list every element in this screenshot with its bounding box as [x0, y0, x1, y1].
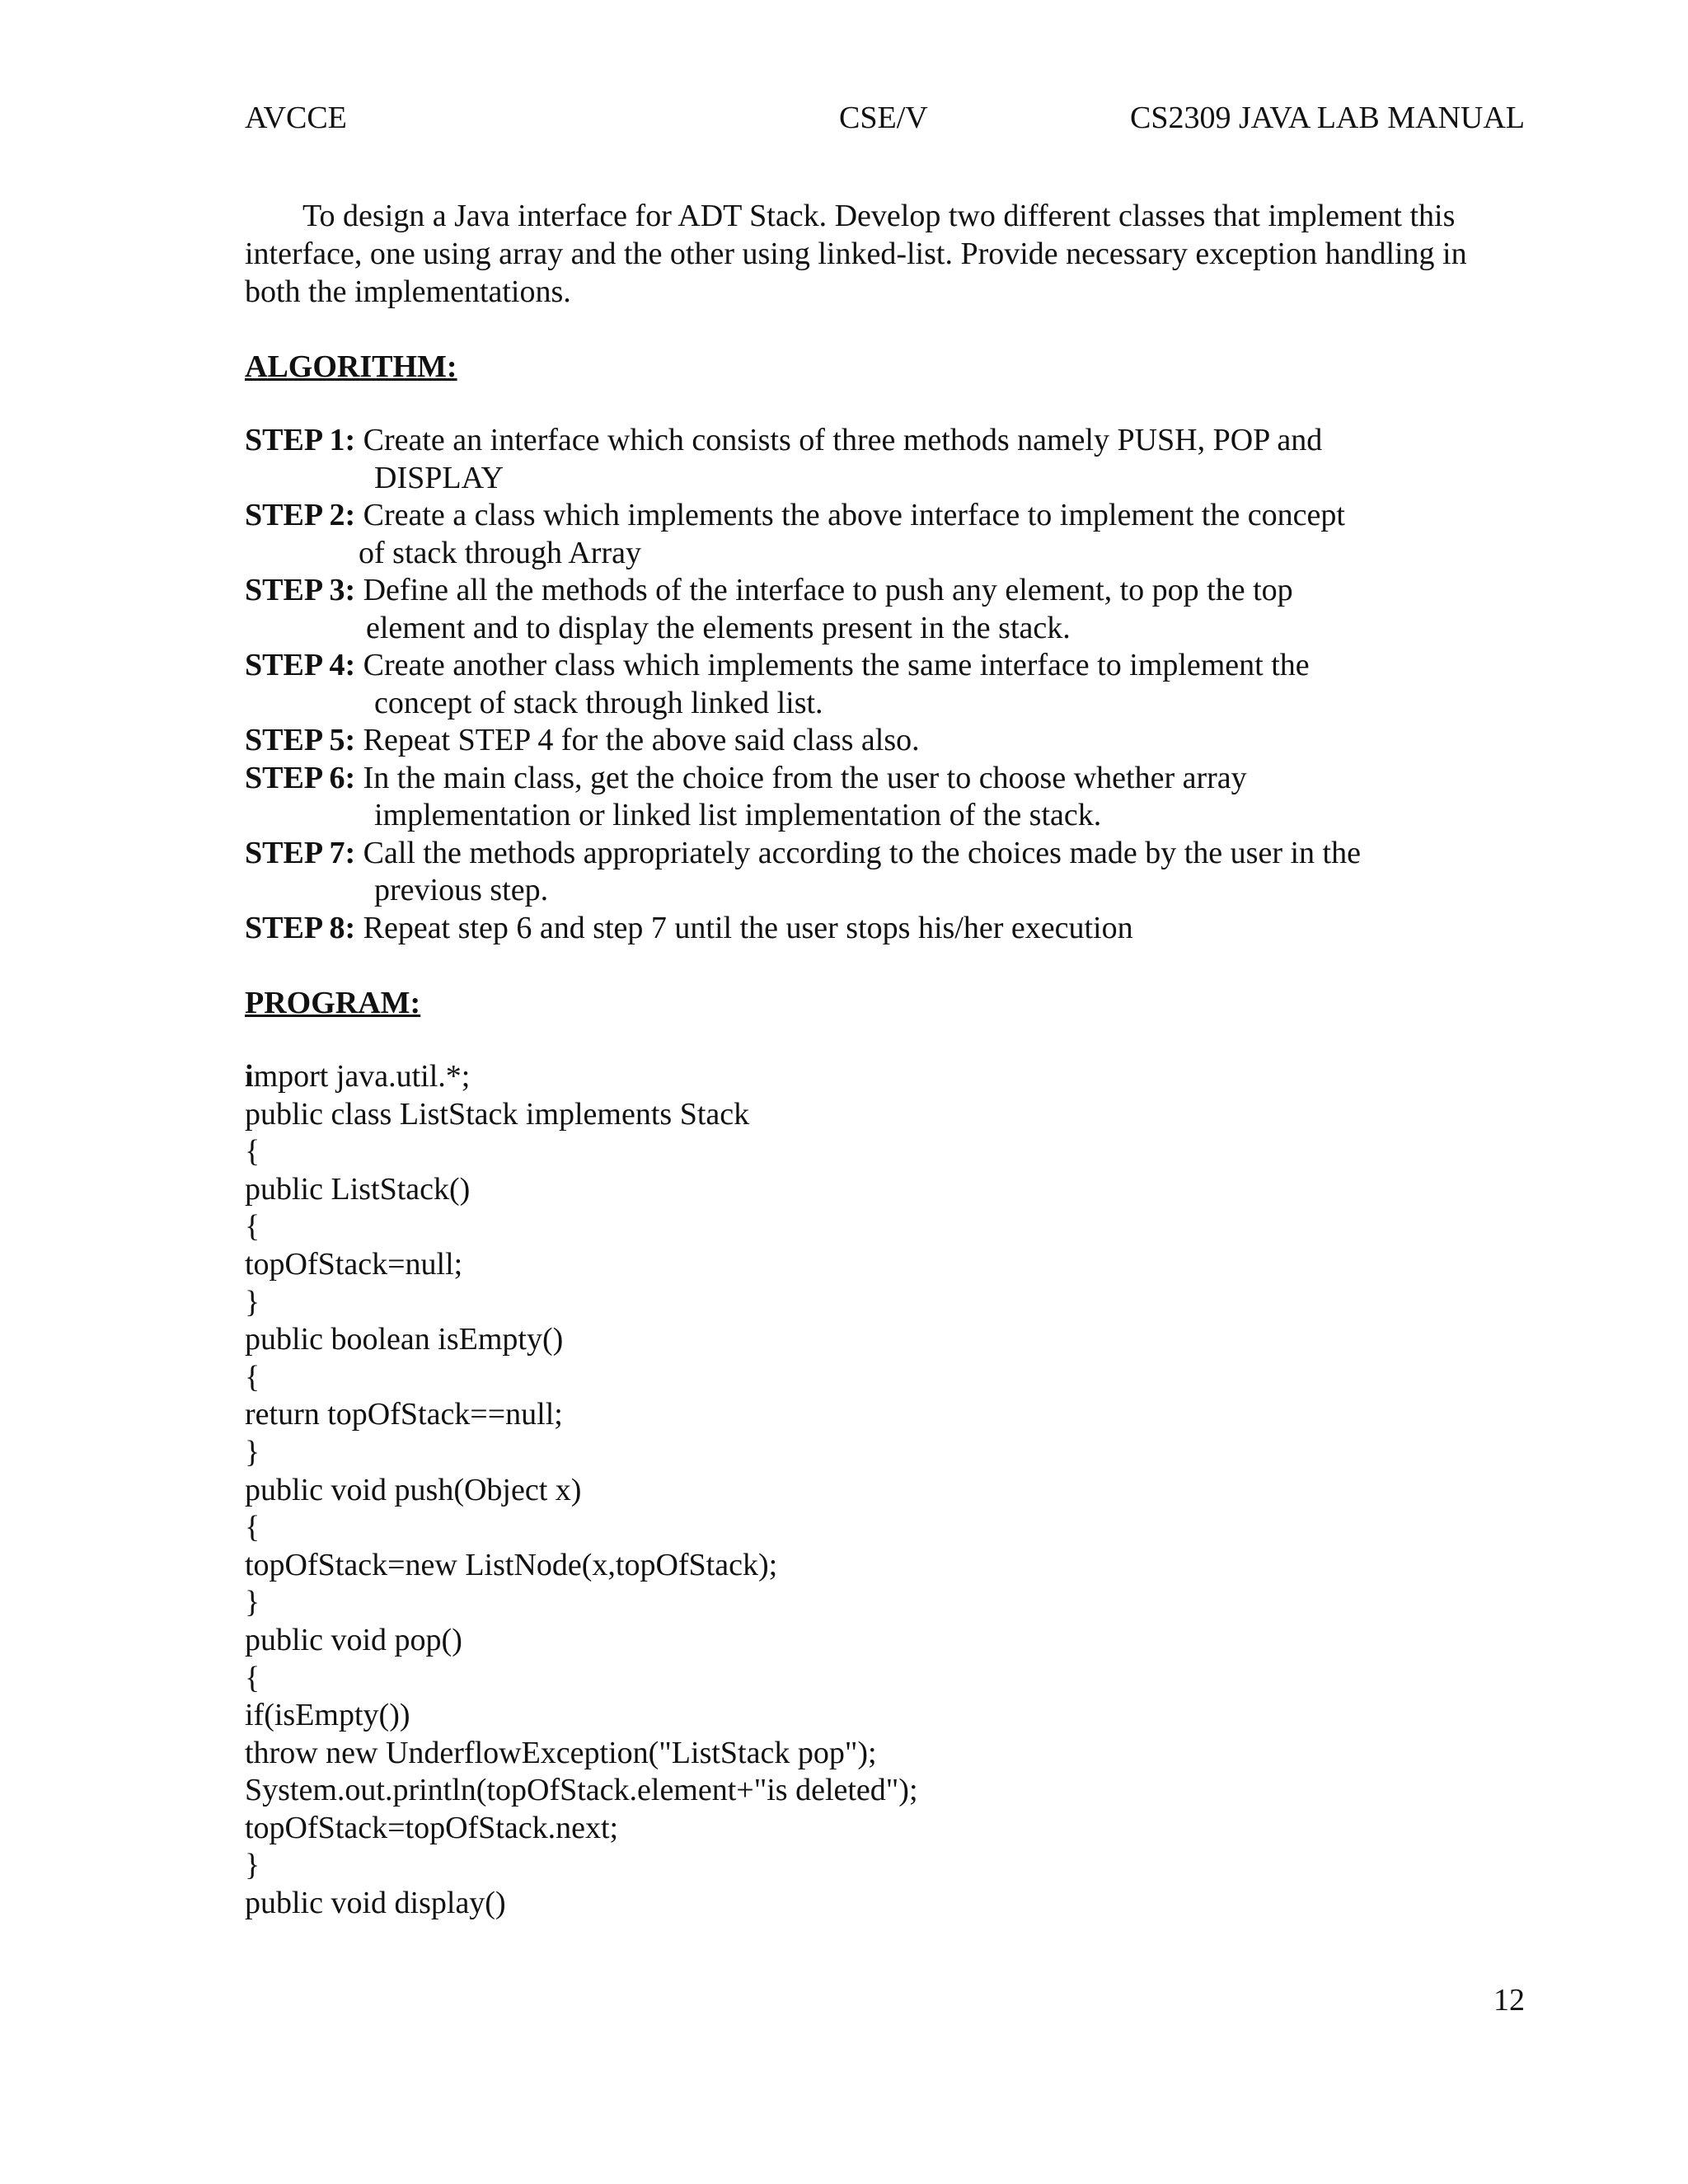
algorithm-steps — [245, 422, 1361, 947]
step-text: Create an interface which consists of three methods namely PUSH, POP and — [363, 423, 1323, 457]
step-8 — [245, 910, 1361, 948]
step-6-continued: implementation or linked list implementation of the stack. — [374, 798, 1102, 832]
step-7-continued: previous step. — [374, 873, 549, 907]
step-label: STEP 8: — [245, 910, 356, 945]
code-line: } — [245, 1585, 260, 1620]
code-line: topOfStack=topOfStack.next; — [245, 1810, 619, 1845]
step-text: Call the methods appropriately according to the choices made by the user in the — [363, 835, 1361, 870]
code-line: public class ListStack implements Stack — [245, 1096, 750, 1132]
step-text: In the main class, get the choice from the user to choose whether array — [363, 760, 1247, 795]
code-line: public void push(Object x) — [245, 1472, 582, 1507]
code-line: } — [245, 1434, 260, 1469]
step-text: Repeat step 6 and step 7 until the user stops his/her execution — [363, 910, 1133, 945]
step-1 — [245, 422, 1361, 460]
step-4-continued: concept of stack through linked list. — [374, 685, 823, 720]
step-7 — [245, 835, 1361, 873]
step-label: STEP 7: — [245, 835, 356, 870]
code-line: throw new UnderflowException("ListStack pop"); — [245, 1735, 877, 1770]
step-label: STEP 2: — [245, 498, 356, 532]
header-course-title: CS2309 JAVA LAB MANUAL — [1130, 101, 1525, 135]
code-line — [245, 1058, 918, 1096]
step-text: Repeat STEP 4 for the above said class also. — [363, 723, 920, 757]
code-line: topOfStack=new ListNode(x,topOfStack); — [245, 1547, 778, 1582]
intro-line: interface, one using array and the other using linked-list. Provide necessary exception handling in — [245, 237, 1467, 271]
step-6 — [245, 760, 1361, 798]
code-first-char: i — [245, 1059, 254, 1094]
step-1-continued: DISPLAY — [374, 460, 504, 495]
code-line: public void display() — [245, 1886, 506, 1921]
code-line: public ListStack() — [245, 1171, 471, 1207]
code-line: topOfStack=null; — [245, 1246, 463, 1282]
code-line: } — [245, 1848, 260, 1883]
step-text: Create another class which implements the same interface to implement the — [363, 648, 1310, 682]
step-5 — [245, 722, 1361, 760]
code-line: } — [245, 1284, 260, 1319]
code-line: { — [245, 1660, 260, 1695]
code-line: { — [245, 1510, 260, 1545]
code-line: System.out.println(topOfStack.element+"is deleted"); — [245, 1773, 918, 1808]
step-text: Define all the methods of the interface to push any element, to pop the top — [363, 573, 1293, 607]
intro-line: both the implementations. — [245, 274, 571, 309]
intro-paragraph — [245, 197, 1525, 311]
code-line: { — [245, 1134, 260, 1169]
step-label: STEP 5: — [245, 723, 356, 757]
step-2-continued: of stack through Array — [359, 535, 641, 570]
step-text: Create a class which implements the above interface to implement the concept — [363, 498, 1345, 532]
code-line: public void pop() — [245, 1622, 462, 1657]
step-label: STEP 6: — [245, 760, 356, 795]
code-line: { — [245, 1359, 260, 1394]
step-label: STEP 1: — [245, 423, 356, 457]
step-label: STEP 3: — [245, 573, 356, 607]
program-heading: PROGRAM: — [245, 986, 421, 1020]
page-number: 12 — [1493, 1983, 1525, 2018]
program-code — [245, 1058, 918, 1923]
step-2 — [245, 497, 1361, 535]
code-line: { — [245, 1209, 260, 1244]
code-line: if(isEmpty()) — [245, 1698, 410, 1733]
step-3-continued: element and to display the elements present in the stack. — [366, 610, 1071, 645]
algorithm-heading: ALGORITHM: — [245, 349, 457, 384]
code-text: mport java.util.*; — [253, 1059, 471, 1094]
step-label: STEP 4: — [245, 648, 356, 682]
code-line: public boolean isEmpty() — [245, 1322, 564, 1357]
header-institution: AVCCE — [245, 101, 347, 135]
intro-line: To design a Java interface for ADT Stack. Develop two different classes that implement this — [302, 199, 1456, 233]
header-department: CSE/V — [839, 101, 928, 135]
code-line: return topOfStack==null; — [245, 1397, 563, 1432]
step-3 — [245, 572, 1361, 610]
step-4 — [245, 647, 1361, 685]
